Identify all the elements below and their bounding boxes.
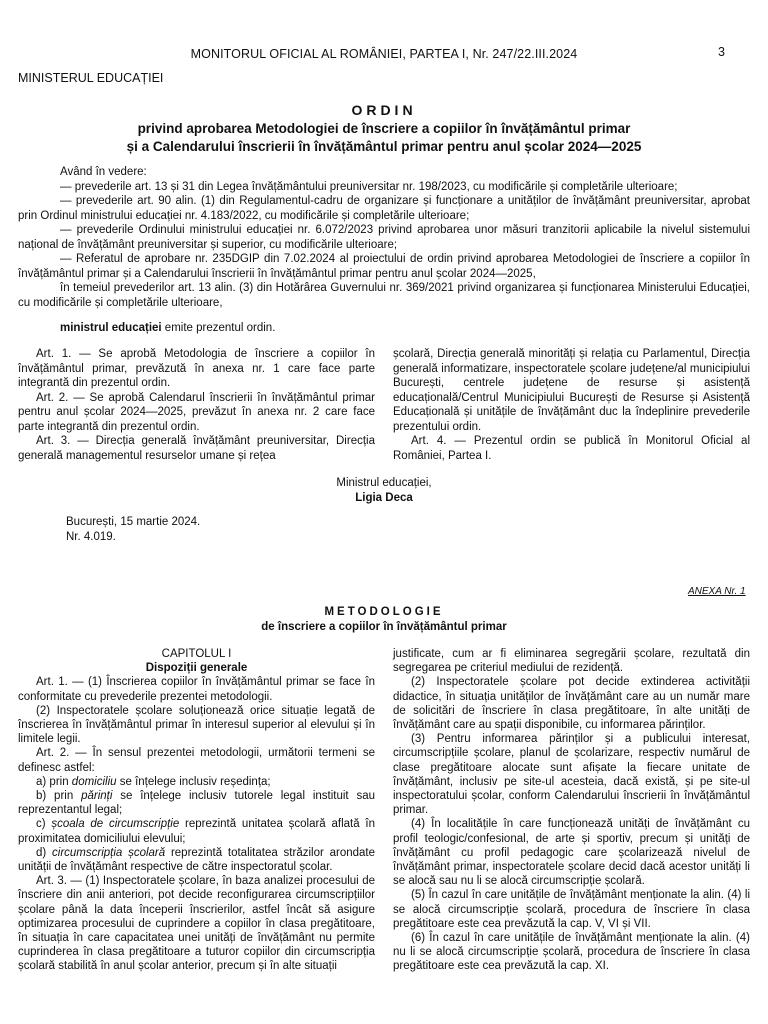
place-date: București, 15 martie 2024.	[66, 516, 201, 528]
definition-item: d) circumscripția școlară reprezintă totalitatea străzilor arondate unității de învățământ respective de către inspectoratul școlar.	[18, 846, 375, 874]
article: Art. 1. — Se aprobă Metodologia de înscriere a copiilor în învățământul primar, prevăzută în anexa nr. 1 care face parte integrantă din prezentul ordin.	[18, 348, 375, 389]
minister-statement	[60, 322, 275, 334]
definition-item: b) prin părinți se înțelege inclusiv tutorele legal instituit sau reprezentantul legal;	[18, 790, 375, 817]
chapter-heading: CAPITOLUL I	[161, 648, 232, 660]
defined-term: școala de circumscripție	[51, 818, 180, 831]
preamble-paragraph: — prevederile Ordinului ministrului educației nr. 6.072/2023 privind aprobarea unor măsuri tranzitorii aplicabile la nivelul sistemului național de învățământ preuniversitar și superior, cu modificările ulterioare;	[18, 224, 750, 251]
annex-column-left	[18, 647, 375, 974]
signature-title: Ministrul educației,	[336, 477, 432, 489]
annex-body	[18, 647, 750, 974]
paragraph: (2) Inspectoratele școlare soluționează orice situație legată de înscrierea în învățământul primar în interesul superior al elevului și în limitele legii.	[18, 704, 375, 746]
order-articles	[18, 347, 750, 463]
paragraph: (3) Pentru informarea părinților și a publicului interesat, circumscripțiile școlare, planul de școlarizare, respectiv numărul de clase pregătitoare alocate sunt afișate la fiecare unitate de învățământ, inclusiv pe site-ul acesteia, dacă există, și pe site-ul inspectoratului școlar, conform Calendarului înscrierii în învățământul primar.	[393, 733, 750, 817]
preamble-paragraph: în temeiul prevederilor art. 13 alin. (3) din Hotărârea Guvernului nr. 369/2021 privind organizarea și funcționarea Ministerului Educației, cu modificările și completările ulterioare,	[18, 282, 750, 309]
defined-term: domiciliu	[71, 775, 117, 788]
preamble-paragraph: — prevederile art. 90 alin. (1) din Regulamentul-cadru de organizare și funcționare a unităților de învățământ preuniversitar, aprobat prin Ordinul ministrului educației nr. 4.183/2022, cu modificările și completările ulterioare;	[18, 195, 750, 222]
order-subtitle-line2: și a Calendarului înscrierii în învățământul primar pentru anul școlar 2024—2025	[126, 139, 642, 154]
paragraph: Art. 2. — În sensul prezentei metodologii, următorii termeni se definesc astfel:	[18, 747, 375, 774]
paragraph: (5) În cazul în care unitățile de învățământ menționate la alin. (4) li se alocă circumscripție școlară, procedura de înscriere în clasa pregătitoare este cea prevăzută la cap. V, VI și VII.	[393, 889, 750, 930]
preamble	[18, 165, 750, 310]
chapter-title: Dispoziții generale	[145, 662, 248, 675]
running-head: MONITORUL OFICIAL AL ROMÂNIEI, PARTEA I, Nr. 247/22.III.2024	[190, 47, 578, 61]
paragraph: (2) Inspectoratele școlare pot decide extinderea activității didactice, în situația unităților de învățământ care au un număr mare de solicitări de înscriere în clasa pregătitoare, în alte unități de învățământ care au spații disponibile, cu informarea părinților.	[393, 676, 750, 732]
preamble-paragraph: Având în vedere:	[60, 166, 147, 178]
order-number: Nr. 4.019.	[66, 531, 116, 543]
issuing-ministry: MINISTERUL EDUCAȚIEI	[18, 71, 164, 85]
definition-item: c) școala de circumscripție reprezintă unitatea școlară aflată în proximitatea domiciliului elevului;	[18, 818, 375, 845]
article: Art. 4. — Prezentul ordin se publică în Monitorul Oficial al României, Partea I.	[393, 435, 750, 462]
paragraph: Art. 1. — (1) Înscrierea copiilor în învățământul primar se face în conformitate cu prevederile prezentei metodologii.	[18, 676, 375, 703]
article: Art. 2. — Se aprobă Calendarul înscrierii în învățământul primar pentru anul școlar 2024—2025, prevăzut în anexa nr. 2 care face parte integrantă din prezentul ordin.	[18, 391, 375, 433]
paragraph-continuation: justificate, cum ar fi eliminarea segregării școlare, rezultată din segregarea pe criteriul mediului de rezidență.	[393, 648, 750, 675]
definition-item: a) prin domiciliu se înțelege inclusiv reședința;	[36, 775, 271, 788]
order-articles-left	[18, 347, 375, 463]
place-date-block	[66, 515, 200, 545]
paragraph: (6) În cazul în care unitățile de învățământ menționate la alin. (4) nu li se alocă circumscripție școlară, procedura de înscriere în clasa pregătitoare este cea prevăzută la cap. XI.	[393, 932, 750, 973]
defined-term: circumscripția școlară	[52, 846, 166, 859]
annex-column-right	[393, 647, 750, 974]
defined-term: părinți	[81, 790, 113, 803]
preamble-paragraph: — prevederile art. 13 și 31 din Legea învățământului preuniversitar nr. 198/2023, cu modificările și completările ulterioare;	[60, 180, 678, 193]
signature-name: Ligia Deca	[355, 492, 413, 504]
annex-title: METODOLOGIE	[324, 606, 444, 618]
order-subtitle-line1: privind aprobarea Metodologiei de înscriere a copiilor în învățământul primar	[137, 121, 631, 136]
annex-subtitle: de înscriere a copiilor în învățământul primar	[261, 621, 507, 633]
order-subtitle	[0, 120, 768, 156]
page-number: 3	[718, 45, 725, 59]
signature-block	[0, 476, 768, 506]
order-articles-right	[393, 347, 750, 463]
preamble-paragraph: — Referatul de aprobare nr. 235DGIP din 7.02.2024 al proiectului de ordin privind aprobarea Metodologiei de înscriere a copiilor în învățământul primar și a Calendarului înscrierii în învățământul primar pentru anul școlar 2024—2025,	[18, 253, 750, 280]
minister-bold: ministrul educației	[60, 322, 162, 334]
article-continuation: școlară, Direcția generală minorități și relația cu Parlamentul, Direcția generală informatizare, inspectoratele școlare județene/al municipiului București, centrele județene de resurse și asistență educațională/Centrul Municipiului București de Resurse și Asistență Educațională și unitățile de învățământ duc la îndeplinire prevederile prezentului ordin.	[393, 348, 750, 433]
annex-label: ANEXA Nr. 1	[688, 586, 746, 597]
paragraph: (4) În localitățile în care funcționează unități de învățământ cu profil teologic/confesional, de arte și sportiv, precum și unități de învățământ cu profil pedagogic care școlarizează nivelul de învățământ primar, inspectoratele școlare decid dacă acestor unități li se alocă sau nu li se alocă circumscripție școlară.	[393, 818, 750, 888]
minister-rest: emite prezentul ordin.	[161, 322, 276, 334]
paragraph: Art. 3. — (1) Inspectoratele școlare, în baza analizei procesului de înscriere din anii anteriori, pot decide reconfigurarea circumscripțiilor școlare până la data începerii înscrierilor, astfel încât să asigure optimizarea procesului de cuprindere a copiilor în clasa pregătitoare, în situația în care capacitatea unei unități de învățământ nu permite cuprinderea în clasa pregătitoare a tuturor copiilor din circumscripția școlară stabilită în anul școlar anterior, precum și în alte situații	[18, 875, 375, 973]
order-title: ORDIN	[351, 102, 417, 118]
article: Art. 3. — Direcția generală învățământ preuniversitar, Direcția generală managementul resurselor umane și rețea	[18, 435, 375, 462]
